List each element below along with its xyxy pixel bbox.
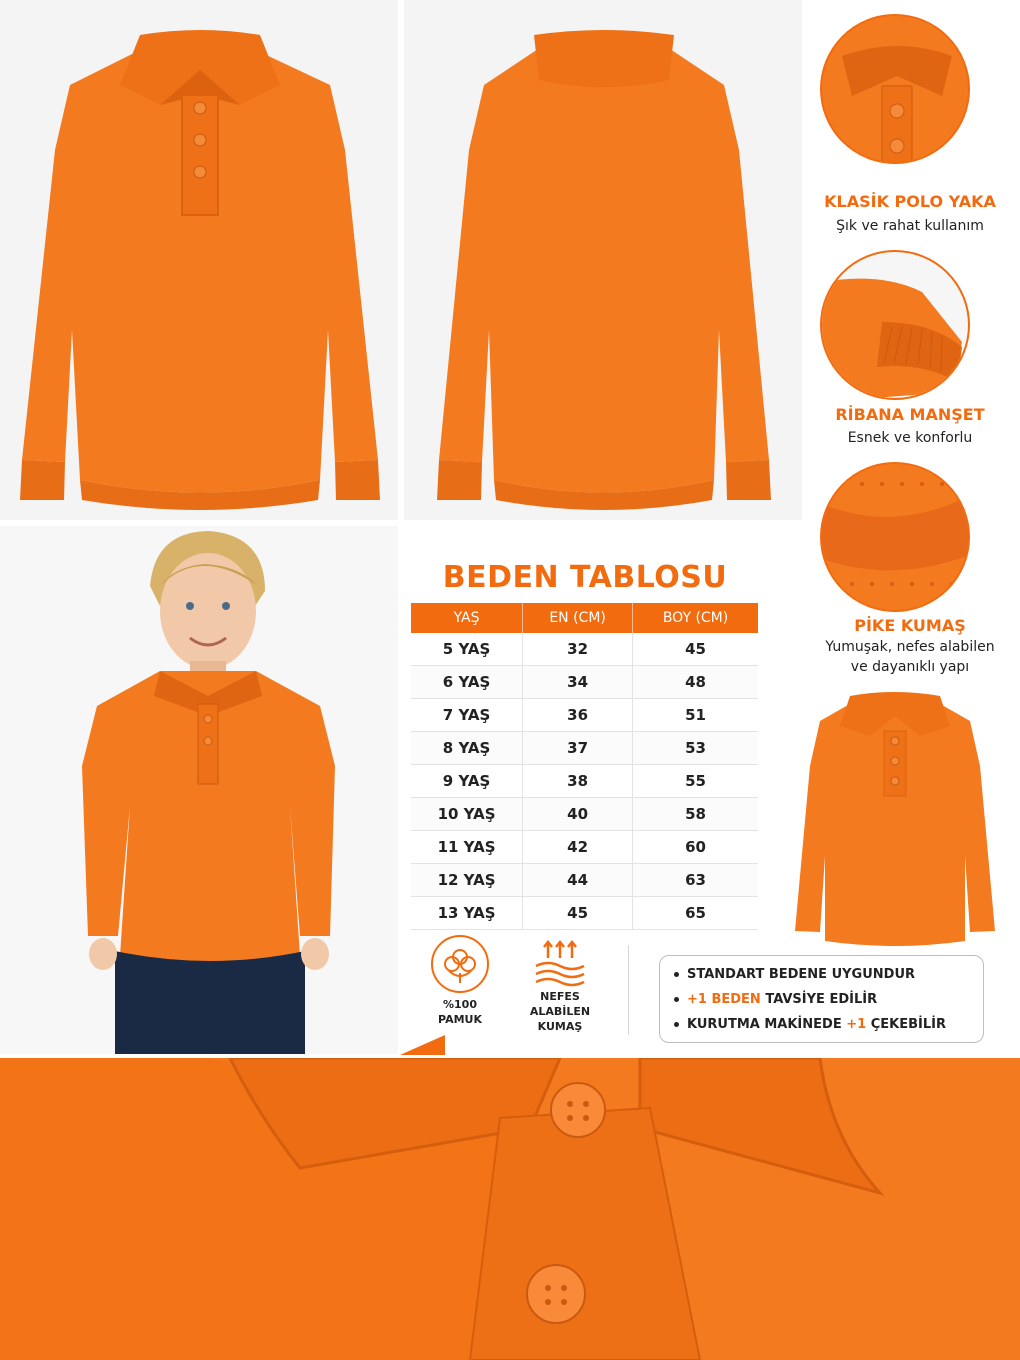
table-cell: 12 YAŞ [411,864,523,897]
size-table-header-age: YAŞ [411,603,523,633]
corner-accent [400,1035,445,1055]
table-row [411,798,758,831]
table-cell: 44 [523,864,633,897]
table-cell: 38 [523,765,633,798]
bullet-icon [674,1022,679,1027]
table-cell: 37 [523,732,633,765]
table-cell: 53 [633,732,758,765]
table-cell: 36 [523,699,633,732]
table-cell: 13 YAŞ [411,897,523,930]
table-row [411,897,758,930]
table-cell: 40 [523,798,633,831]
collar-closeup-photo [0,1058,1020,1360]
note-text: TAVSİYE EDİLİR [760,992,878,1007]
size-table [411,603,758,930]
table-row [411,666,758,699]
table-cell: 63 [633,864,758,897]
bullet-icon [674,997,679,1002]
feature-title-cuff: RİBANA MANŞET [835,405,985,424]
table-cell: 58 [633,798,758,831]
bullet-icon [674,972,679,977]
table-cell: 51 [633,699,758,732]
table-cell: 32 [523,633,633,666]
note-text: KURUTMA MAKİNEDE [687,1017,847,1032]
cotton-flower-icon [431,935,489,993]
pique-fabric-closeup-icon [820,462,970,612]
feature-subtitle-fabric-line1: Yumuşak, nefes alabilen [825,639,995,655]
breathable-fabric-icon [530,938,590,988]
back-shirt-photo [404,0,802,520]
table-cell: 48 [633,666,758,699]
table-cell: 7 YAŞ [411,699,523,732]
table-row [411,732,758,765]
note-text: STANDART BEDENE UYGUNDUR [687,967,916,982]
table-cell: 11 YAŞ [411,831,523,864]
fit-notes-box [659,955,984,1043]
note-item [674,987,969,1012]
size-table-header-length: BOY (CM) [633,603,758,633]
feature-subtitle-fabric-line2: ve dayanıklı yapı [850,659,970,675]
front-shirt-photo [0,0,398,520]
table-cell: 42 [523,831,633,864]
table-cell: 9 YAŞ [411,765,523,798]
table-cell: 45 [523,897,633,930]
table-cell: 65 [633,897,758,930]
badge-breathable-line1: NEFES [540,990,580,1003]
table-row [411,633,758,666]
table-cell: 34 [523,666,633,699]
table-cell: 45 [633,633,758,666]
table-cell: 60 [633,831,758,864]
badge-breathable-line3: KUMAŞ [537,1020,583,1033]
ribbed-cuff-closeup-icon [820,250,970,400]
feature-subtitle-cuff: Esnek ve konforlu [847,430,973,446]
badge-breathable-line2: ALABİLEN [529,1005,591,1018]
note-highlight: +1 BEDEN [687,992,761,1007]
table-row [411,699,758,732]
small-shirt-photo [770,686,1020,950]
model-boy-photo [0,526,398,1054]
divider [628,945,629,1035]
table-cell: 8 YAŞ [411,732,523,765]
note-highlight: +1 [846,1017,867,1032]
feature-title-collar: KLASİK POLO YAKA [824,192,996,211]
feature-title-fabric: PİKE KUMAŞ [854,616,966,635]
table-cell: 6 YAŞ [411,666,523,699]
badge-cotton-line2: PAMUK [438,1013,482,1026]
note-item [674,1012,969,1037]
size-table-header-row [411,603,758,633]
size-table-header-width: EN (CM) [523,603,633,633]
polo-collar-closeup-icon [820,14,970,164]
feature-subtitle-collar: Şık ve rahat kullanım [836,218,984,234]
table-cell: 5 YAŞ [411,633,523,666]
badge-cotton-line1: %100 [443,998,477,1011]
note-item [674,962,969,987]
size-table-title: BEDEN TABLOSU [442,560,728,595]
table-row [411,864,758,897]
table-cell: 10 YAŞ [411,798,523,831]
table-cell: 55 [633,765,758,798]
table-row [411,765,758,798]
table-row [411,831,758,864]
note-text: ÇEKEBİLİR [866,1017,946,1032]
